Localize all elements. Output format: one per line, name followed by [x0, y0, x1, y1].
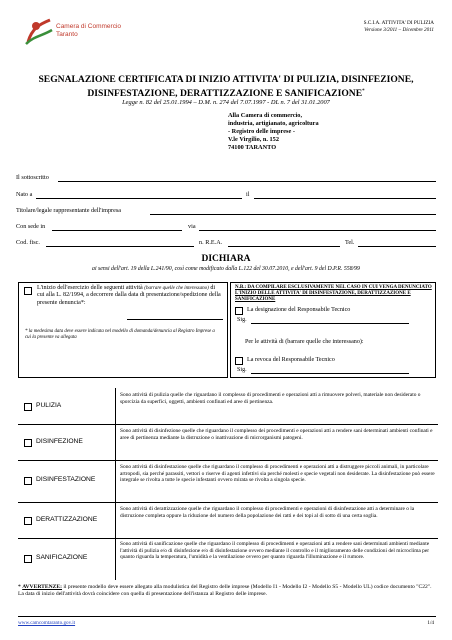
address-line: industria, artigianato, agricoltura [228, 120, 319, 127]
sanificazione-checkbox[interactable] [24, 555, 32, 563]
activity-desc: Sono attività di derattizzazione quelle che riguardano il complesso di procedimenti e operazioni di disinfestazione atti a determinare o la distruzione completa oppure la riduzione del numero della popolazione dei ratti e dei topi al di sotto di una certa soglia. [120, 506, 415, 519]
field-tel: Tel. [345, 239, 355, 246]
designation-name-input[interactable] [251, 323, 409, 324]
pulizia-checkbox[interactable] [24, 403, 32, 411]
technical-manager-box [230, 282, 436, 378]
start-activity-note: * la medesima data deve essere indicata nel modello di domanda/denuncia al Registro Imprese a cui la presente va allegata [25, 329, 215, 340]
footer-rule [18, 616, 436, 617]
table-row [18, 388, 438, 425]
derattizzazione-checkbox[interactable] [24, 517, 32, 525]
birthplace-input[interactable] [36, 198, 242, 199]
page-title [0, 74, 452, 100]
dichiara-subtitle: ai sensi dell'art. 19 della L.241/90, così come modificato dalla L.122 del 30.07.2010, e dell'art. 9 del D.P.R. 558/99 [92, 266, 360, 272]
form-header [364, 20, 434, 34]
table-row [18, 460, 438, 503]
logo-text-line2: Taranto [56, 31, 78, 38]
field-nato-a: Nato a [16, 191, 33, 198]
address-line: V.le Virgilio, n. 152 [228, 136, 279, 143]
field-il: il [246, 191, 250, 198]
chamber-logo [22, 14, 137, 48]
activity-label: PULIZIA [36, 402, 62, 409]
sottoscritto-input[interactable] [58, 181, 436, 182]
company-input[interactable] [150, 214, 436, 215]
phone-input[interactable] [358, 246, 436, 247]
start-date-input[interactable] [127, 319, 223, 320]
footnote-text: il presente modello deve essere allegato alla modulistica del Registro delle imprese (Modello I1 - Modello I2 - Modello S5 - Modello UL) codice documento "C22". [63, 584, 432, 590]
activity-desc: Sono attività di sanificazione quelle che riguardano il complesso di procedimenti e operazioni atti a rendere sani determinati ambienti mediante l'attività di pulizia e/o di disinfezione e/o di disinfestazione ovvero mediante il controllo e il miglioramento delle condizioni del microclima per quanto riguarda la temperatura, l'umidità e la ventilazione ovvero per quanto riguarda l'illuminazione e il rumore. [120, 541, 430, 560]
form-version: Versione 3/2011 – Dicembre 2011 [364, 27, 434, 33]
tax-code-input[interactable] [46, 246, 194, 247]
page-number: 1/4 [427, 620, 434, 626]
revocation-name-input[interactable] [251, 373, 409, 374]
field-cod-fisc: Cod. fisc. [16, 239, 40, 246]
form-name: S.C.I.A. ATTIVITA' DI PULIZIA [363, 20, 434, 26]
sig-label-2: Sig. [237, 367, 247, 373]
footnote-line2: La data di inizio dell'attività dovrà coincidere con quella di presentazione dell'istanza al Registro delle imprese. [18, 590, 267, 597]
table-row [18, 538, 438, 580]
field-sottoscritto: Il sottoscritto [16, 174, 49, 181]
designation-checkbox[interactable] [235, 307, 243, 315]
logo-text-line1: Camera di Commercio [56, 23, 122, 30]
activity-label: DISINFESTAZIONE [36, 476, 96, 483]
field-via: via [188, 223, 196, 230]
start-activity-text: L'inizio dell'esercizio delle seguenti attività (barrare quelle che interessano) di cui alla L. 82/1994, a decorrere dalla data di presentazione/spedizione della presente denuncia*: [37, 285, 221, 306]
disinfezione-checkbox[interactable] [24, 439, 32, 447]
address-line: Alla Camera di commercio, [228, 112, 303, 119]
dichiara-heading: DICHIARA [201, 254, 251, 264]
table-row [18, 502, 438, 539]
birthdate-input[interactable] [254, 198, 436, 199]
start-activity-box [18, 282, 228, 378]
table-row [18, 424, 438, 461]
activity-desc: Sono attività di disinfestazione quelle che riguardano il complesso di procedimenti e operazioni atti a distruggere piccoli animali, in particolare artropodi, sia perché parassiti, vettori o riserve di agenti infettivi sia perché molesti e specie vegetali non desiderate. La disinfestazione può essere integrale se rivolta a tutte le specie infestanti ovvero mirata se rivolta a singola specie. [120, 464, 435, 483]
street-input[interactable] [199, 230, 436, 231]
field-rea: n. R.E.A. [199, 239, 223, 246]
footnote: * AVVERTENZE: il presente modello deve essere allegato alla modulistica del Registro delle imprese (Modello I1 - Modello I2 - Modello S5 - Modello UL) codice documento "C22". La data di inizio dell'attività dovrà coincidere con quella di presentazione dell'istanza al Registro delle imprese. [18, 584, 438, 598]
title-line2: DISINFESTAZIONE, DERATTIZZAZIONE E SANIFICAZIONE* [87, 88, 365, 100]
footnote-label: AVVERTENZE: [22, 584, 63, 590]
activity-label: SANIFICAZIONE [36, 554, 88, 561]
seat-input[interactable] [52, 230, 182, 231]
nb-heading: N.B.: DA COMPILARE ESCLUSIVAMENTE NEL CASO IN CUI VENGA DENUNCIATO L'INIZIO DELLE ATTIVITA' DI DISINFESTAZIONE, DERATTIZZAZIONE E SANIFICAZIONE [235, 285, 432, 303]
start-activity-checkbox[interactable] [24, 287, 32, 295]
legislation-ref: Legge n. 82 del 25.01.1994 – D.M. n. 274 del 7.07.1997 - DL n. 7 del 31.01.2007 [122, 99, 330, 106]
activity-desc: Sono attività di disinfezione quelle che riguardano il complesso dei procedimenti e operazioni atti a rendere sani determinati ambienti confinati e aree di pertinenza mediante la distruzione o inattivazione di microrganismi patogeni. [120, 428, 433, 441]
address-line: 74100 TARANTO [228, 144, 277, 151]
field-titolare: Titolare/legale rappresentante dell'impresa [16, 207, 122, 214]
designation-label: La designazione del Responsabile Tecnico [247, 307, 351, 313]
website-link[interactable]: www.camcomtaranto.gov.it [18, 620, 76, 626]
activity-label: DISINFEZIONE [36, 438, 83, 445]
per-attivita-label: Per le attività di (barrare quelle che interessano): [245, 339, 364, 345]
chamber-logo-icon [22, 14, 54, 48]
activities-table [18, 388, 438, 580]
address-line: - Registro delle imprese - [228, 128, 295, 135]
field-con-sede: Con sede in [16, 223, 46, 230]
title-line1: SEGNALAZIONE CERTIFICATA DI INIZIO ATTIVITA' DI PULIZIA, DISINFEZIONE, [38, 74, 414, 85]
sig-label-1: Sig. [237, 317, 247, 323]
rea-input[interactable] [228, 246, 340, 247]
revocation-label: La revoca del Responsabile Tecnico [247, 357, 335, 363]
recipient-address [228, 112, 319, 152]
disinfestazione-checkbox[interactable] [24, 477, 32, 485]
activity-desc: Sono attività di pulizia quelle che riguardano il complesso di procedimenti e operazioni atti a rimuovere polveri, materiale non desiderato o sporcizia da superfici, oggetti, ambienti confinati ed aree di pertinenza. [120, 392, 421, 405]
activity-label: DERATTIZZAZIONE [36, 516, 98, 523]
revocation-checkbox[interactable] [235, 357, 243, 365]
